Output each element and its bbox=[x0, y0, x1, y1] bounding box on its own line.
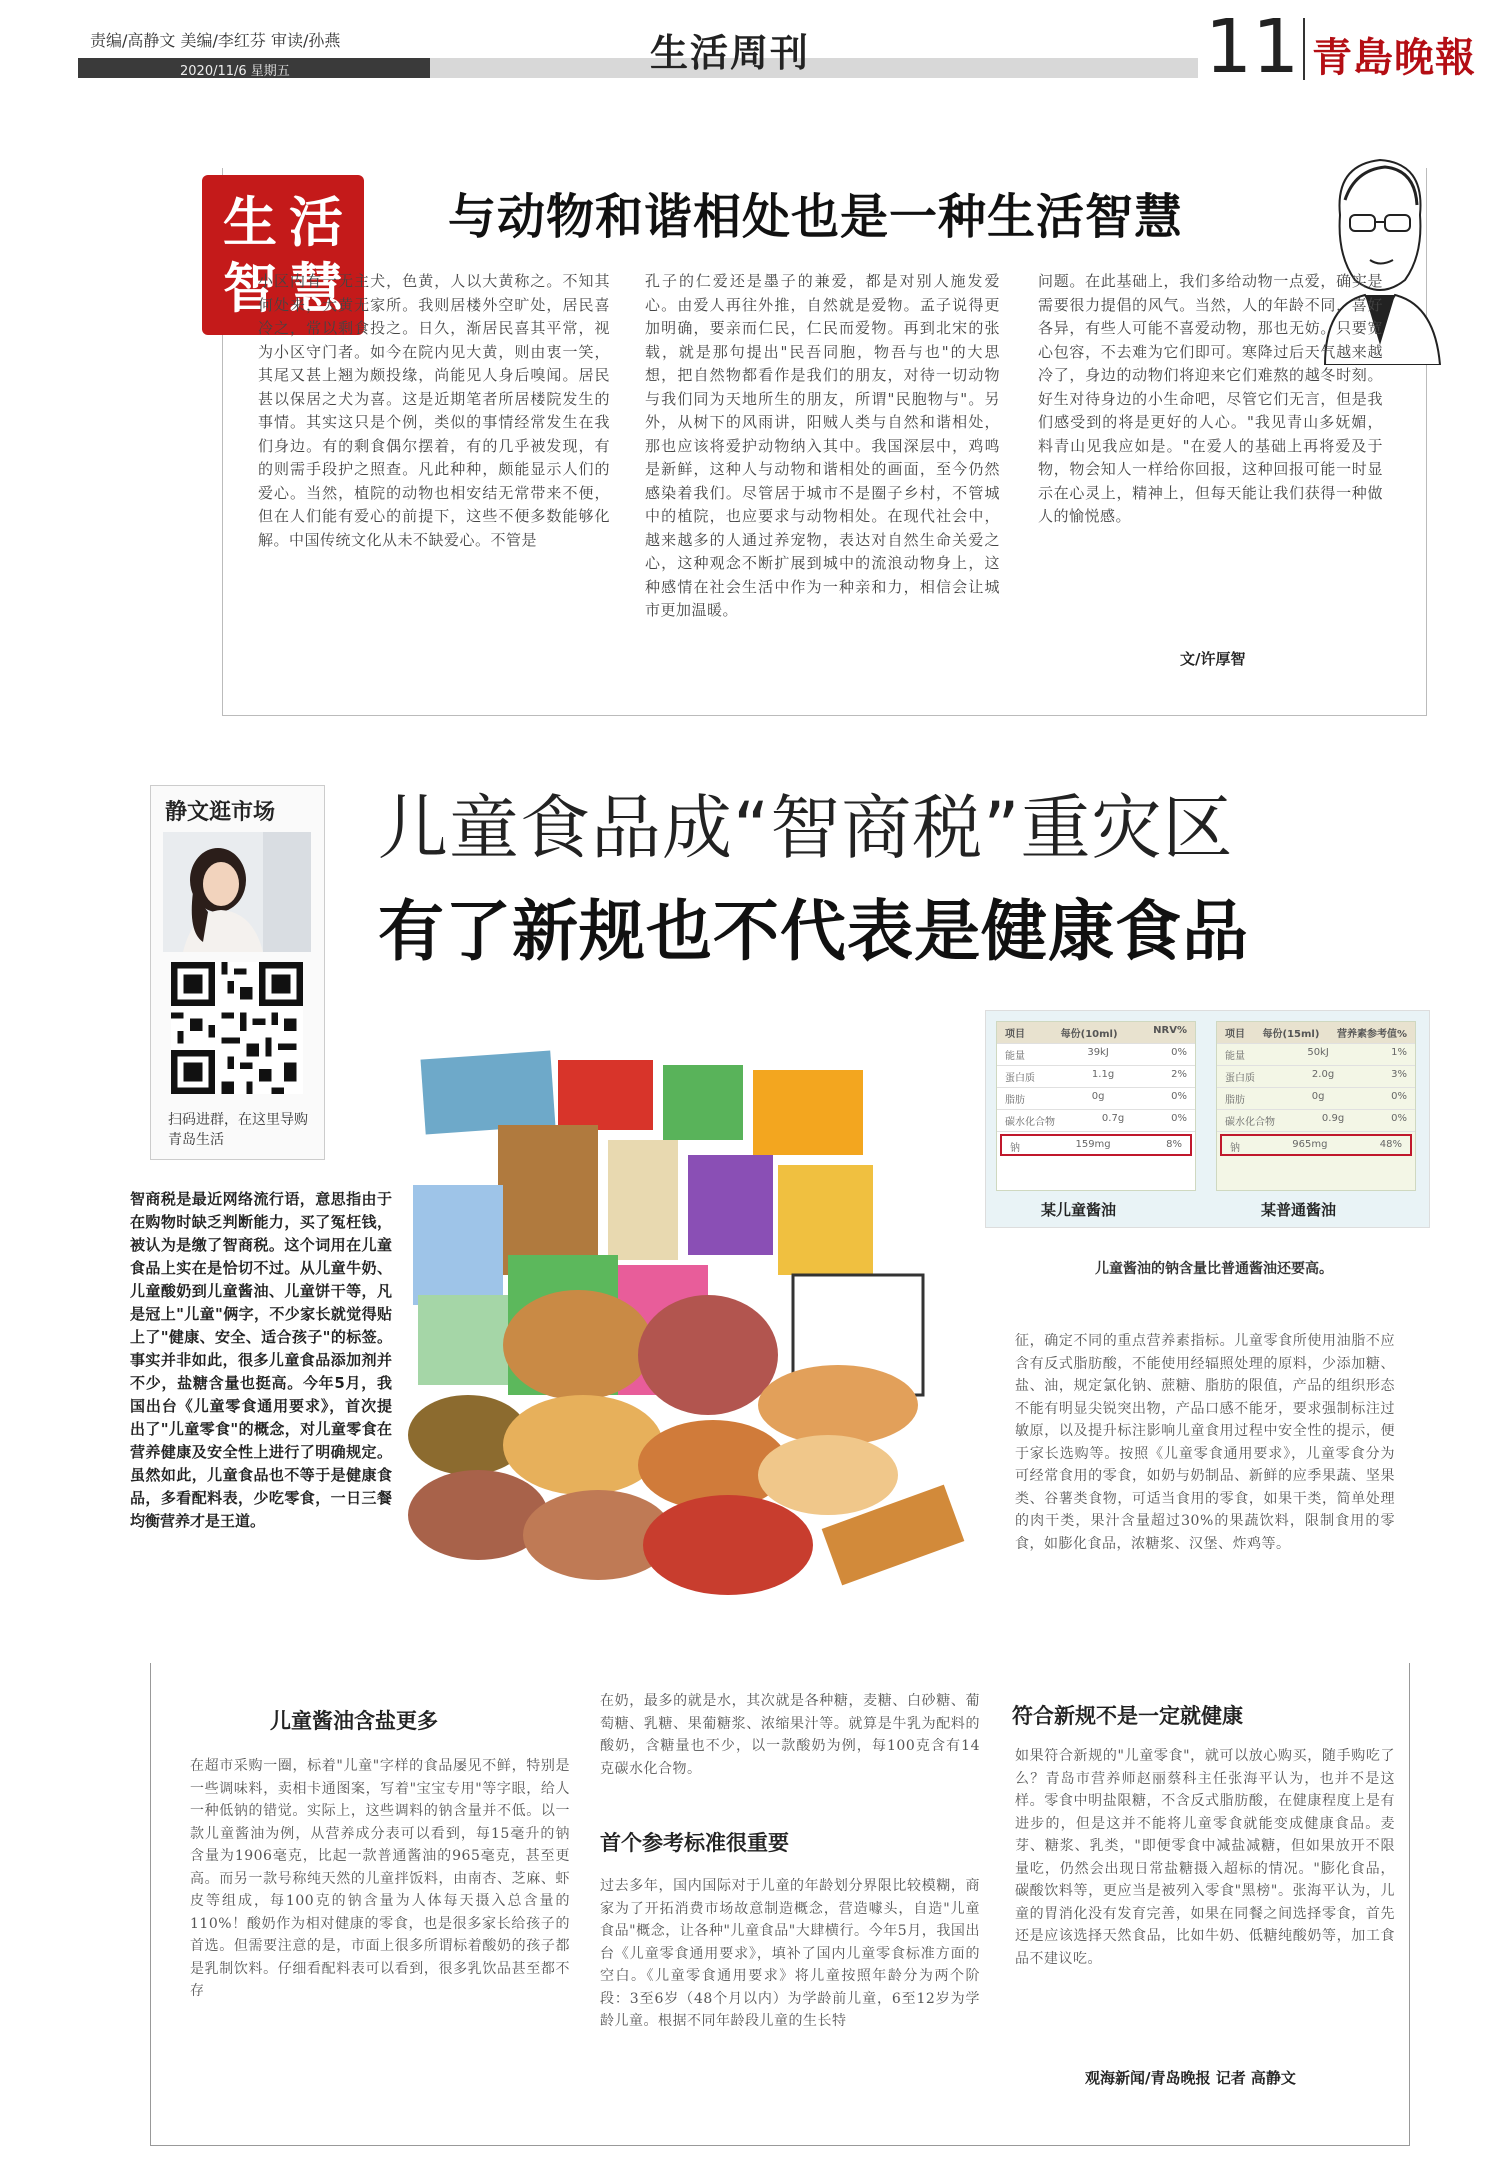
nutrition-row: 蛋白质 1.1g 2% bbox=[997, 1066, 1195, 1088]
article-column-right-top: 征，确定不同的重点营养素指标。儿童零食所使用油脂不应含有反式脂肪酸，不能使用经辐照处理的原料，少添加糖、盐、油，规定氯化钠、蔗糖、脂肪的限值，产品的组织形态不能有明显尖锐突出物，产品口感不能牙，要求强制标注过敏原，以及提升标注影响儿童食用过程中安全性的提示，便于家长选购等。按照《儿童零食通用要求》，儿童零食分为可经常食用的零食，如奶与奶制品、新鲜的应季果蔬、坚果类、谷薯类食物，可适当食用的零食，如果干类，简单处理的肉干类，果汁含量超过30%的果蔬饮料，限制食用的零食，如膨化食品，浓糖浆、汉堡、炸鸡等。 bbox=[1015, 1333, 1395, 1552]
article-column-mid-bottom: 过去多年，国内国际对于儿童的年龄划分界限比较模糊，商家为了开拓消费市场故意制造概念，营造噱头，自造"儿童食品"概念，让各种"儿童食品"大肆横行。今年5月，我国出台《儿童零食通用要求》，填补了国内儿童零食标准方面的空白。《儿童零食通用要求》将儿童按照年龄分为两个阶段：3至6岁（48个月以内）为学龄前儿童，6至12岁为学龄儿童。根据不同年龄段儿童的生长特 bbox=[600, 1878, 980, 2029]
nutrition-row: 脂肪 0g 0% bbox=[997, 1088, 1195, 1110]
column-name: 静文逛市场 bbox=[165, 800, 276, 825]
issue-date: 2020/11/6 星期五 bbox=[180, 64, 290, 79]
newspaper-logo: 青島晚報 bbox=[1312, 34, 1476, 81]
reporter-photo bbox=[163, 832, 311, 952]
snacks-photo bbox=[408, 1045, 988, 1610]
nutrition-row: 能量 50kJ 1% bbox=[1217, 1044, 1415, 1066]
photo-caption: 儿童酱油的钠含量比普通酱油还要高。 bbox=[1095, 1261, 1333, 1277]
subhead-not-healthy: 符合新规不是一定就健康 bbox=[1012, 1704, 1243, 1728]
essay-title: 与动物和谐相处也是一种生活智慧 bbox=[448, 189, 1184, 245]
section-title: 生活周刊 bbox=[650, 31, 811, 75]
nutrition-row: 能量 39kJ 0% bbox=[997, 1044, 1195, 1066]
nutrition-row: 碳水化合物 0.9g 0% bbox=[1217, 1110, 1415, 1132]
masthead-bar-light bbox=[430, 58, 1198, 78]
nutrition-header-row: 项目 每份(10ml) NRV% bbox=[997, 1022, 1195, 1044]
nutrition-row: 碳水化合物 0.7g 0% bbox=[997, 1110, 1195, 1132]
nutrition-row-sodium: 钠 965mg 48% bbox=[1220, 1134, 1412, 1156]
nutrition-row: 脂肪 0g 0% bbox=[1217, 1088, 1415, 1110]
masthead-divider bbox=[1303, 18, 1305, 80]
subhead-standard: 首个参考标准很重要 bbox=[600, 1831, 789, 1855]
essay-column-1: 小区内有一无主犬，色黄，人以大黄称之。不知其何处来，大黄无家所。我则居楼外空旷处，居民喜冷之，常以剩食投之。日久，渐居民喜其平常，视为小区守门者。如今在院内见大黄，则由衷一笑，其尾又甚上翘为颇投缘，尚能见人身后嗅闻。居民甚以保居之犬为喜。这是近期笔者所居楼院发生的事情。其实这只是个例，类似的事情经常发生在我们身边。有的剩食偶尔摆着，有的几乎被发现，有的则需手段护之照查。凡此种种，颇能显示人们的爱心。当然，植院的动物也相安结无常带来不便，但在人们能有爱心的前提下，这些不便多数能够化解。中国传统文化从未不缺爱心。不管是 bbox=[258, 272, 610, 549]
nutrition-caption-kids: 某儿童酱油 bbox=[1041, 1201, 1117, 1219]
nutrition-caption-regular: 某普通酱油 bbox=[1261, 1201, 1337, 1219]
nutrition-table-kids-soy bbox=[996, 1021, 1196, 1191]
intro-paragraph: 智商税是最近网络流行语，意思指由于在购物时缺乏判断能力，买了冤枉钱，被认为是缴了智商税。这个词用在儿童食品上实在是恰切不过。从儿童牛奶、儿童酸奶到儿童酱油、儿童饼干等，凡是冠上"儿童"俩字，不少家长就觉得贴上了"健康、安全、适合孩子"的标签。事实并非如此，很多儿童食品添加剂并不少，盐糖含量也挺高。今年5月，我国出台《儿童零食通用要求》，首次提出了"儿童零食"的概念，对儿童零食在营养健康及安全性上进行了明确规定。虽然如此，儿童食品也不等于是健康食品，多看配料表，少吃零食，一日三餐均衡营养才是王道。 bbox=[130, 1190, 392, 1530]
nutrition-labels-panel bbox=[985, 1010, 1430, 1228]
seal-char: 智 bbox=[223, 256, 277, 320]
headline-main: 儿童食品成“智商税”重灾区 bbox=[378, 787, 1234, 869]
nutrition-row: 蛋白质 2.0g 3% bbox=[1217, 1066, 1415, 1088]
headline-sub: 有了新规也不代表是健康食品 bbox=[378, 893, 1249, 970]
qr-caption: 扫码进群，在这里导购青岛生活 bbox=[168, 1112, 308, 1148]
seal-char: 慧 bbox=[289, 256, 343, 320]
nutrition-table-regular-soy bbox=[1216, 1021, 1416, 1191]
nutrition-row-sodium: 钠 159mg 8% bbox=[1000, 1134, 1192, 1156]
article-column-mid-top: 在奶，最多的就是水，其次就是各种糖，麦糖、白砂糖、葡萄糖、乳糖、果葡糖浆、浓缩果汁等。就算是牛乳为配料的酸奶，含糖量也不少，以一款酸奶为例，每100克含有14克碳水化合物。 bbox=[600, 1693, 980, 1777]
editors-line: 责编/高静文 美编/李红芬 审读/孙燕 bbox=[90, 31, 341, 50]
seal-char: 生 bbox=[223, 190, 277, 254]
subhead-kids-soy: 儿童酱油含盐更多 bbox=[270, 1709, 438, 1733]
qr-code[interactable] bbox=[163, 962, 311, 1094]
article-credit: 观海新闻/青岛晚报 记者 高静文 bbox=[1085, 2069, 1296, 2087]
seal-char: 活 bbox=[289, 190, 343, 254]
article-column-right-bottom: 如果符合新规的"儿童零食"，就可以放心购买，随手购吃了么？青岛市营养师赵丽蔡科主任张海平认为，也并不是这样。零食中明盐限糖，不含反式脂肪酸，在健康程度上是有进步的，但是这并不能将儿童零食就能变成健康食品。麦芽、糖浆、乳类，"即便零食中减盐减糖，但如果放开不限量吃，仍然会出现日常盐糖摄入超标的情况。"膨化食品，碳酸饮料等，更应当是被列入零食"黑榜"。张海平认为，儿童的胃消化没有发育完善，如果在同餐之间选择零食，首先还是应该选择天然食品，比如牛奶、低糖纯酸奶等，加工食品不建议吃。 bbox=[1015, 1748, 1395, 1967]
article-column-left: 在超市采购一圈，标着"儿童"字样的食品屡见不鲜，特别是一些调味料，卖相卡通图案，写着"宝宝专用"等字眼，给人一种低钠的错觉。实际上，这些调料的钠含量并不低。以一款儿童酱油为例，从营养成分表可以看到，每15毫升的钠含量为1906毫克，比起一款普通酱油的965毫克，甚至更高。而另一款号称纯天然的儿童拌饭料，由南杏、芝麻、虾皮等组成，每100克的钠含量为人体每天摄入总含量的110%！酸奶作为相对健康的零食，也是很多家长给孩子的首选。但需要注意的是，市面上很多所谓标着酸奶的孩子都是乳制饮料。仔细看配料表可以看到，很多乳饮品甚至都不存 bbox=[190, 1758, 570, 1999]
nutrition-header-row: 项目 每份(15ml) 营养素参考值% bbox=[1217, 1022, 1415, 1044]
page-number: 11 bbox=[1205, 4, 1300, 90]
essay-column-3: 问题。在此基础上，我们多给动物一点爱，确实是需要很力提倡的风气。当然，人的年龄不同，喜好各异，有些人可能不喜爱动物，那也无妨。只要宽心包容，不去难为它们即可。寒降过后天气越来越冷了，身边的动物们将迎来它们难熬的越冬时刻。好生对待身边的小生命吧，尽管它们无言，但是我们感受到的将是更好的人心。"我见青山多妩媚，料青山见我应如是。"在爱人的基础上再将爱及于物，物会知人一样给你回报，这种回报可能一时显示在心灵上，精神上，但每天能让我们获得一种做人的愉悦感。 bbox=[1038, 272, 1383, 525]
essay-byline: 文/许厚智 bbox=[1180, 650, 1246, 668]
essay-column-2: 孔子的仁爱还是墨子的兼爱，都是对别人施发爱心。由爱人再往外推，自然就是爱物。孟子说得更加明确，要亲而仁民，仁民而爱物。再到北宋的张载，就是那句提出"民吾同胞，物吾与也"的大思想，把自然物都看作是我们的朋友，对待一切动物与我们同为天地所生的朋友，所谓"民胞物与"。另外，从树下的风雨讲，阳贼人类与自然和谐相处，那也应该将爱护动物纳入其中。我国深层中，鸡鸣是新鲜，这种人与动物和谐相处的画面，至今仍然感染着我们。尽管居于城市不是圈子乡村，不管城中的植院，也应要求与动物相处。在现代社会中，越来越多的人通过养宠物，表达对自然生命关爱之心，这种观念不断扩展到城中的流浪动物身上，这种感情在社会生活中作为一种亲和力，相信会让城市更加温暖。 bbox=[645, 272, 1000, 619]
